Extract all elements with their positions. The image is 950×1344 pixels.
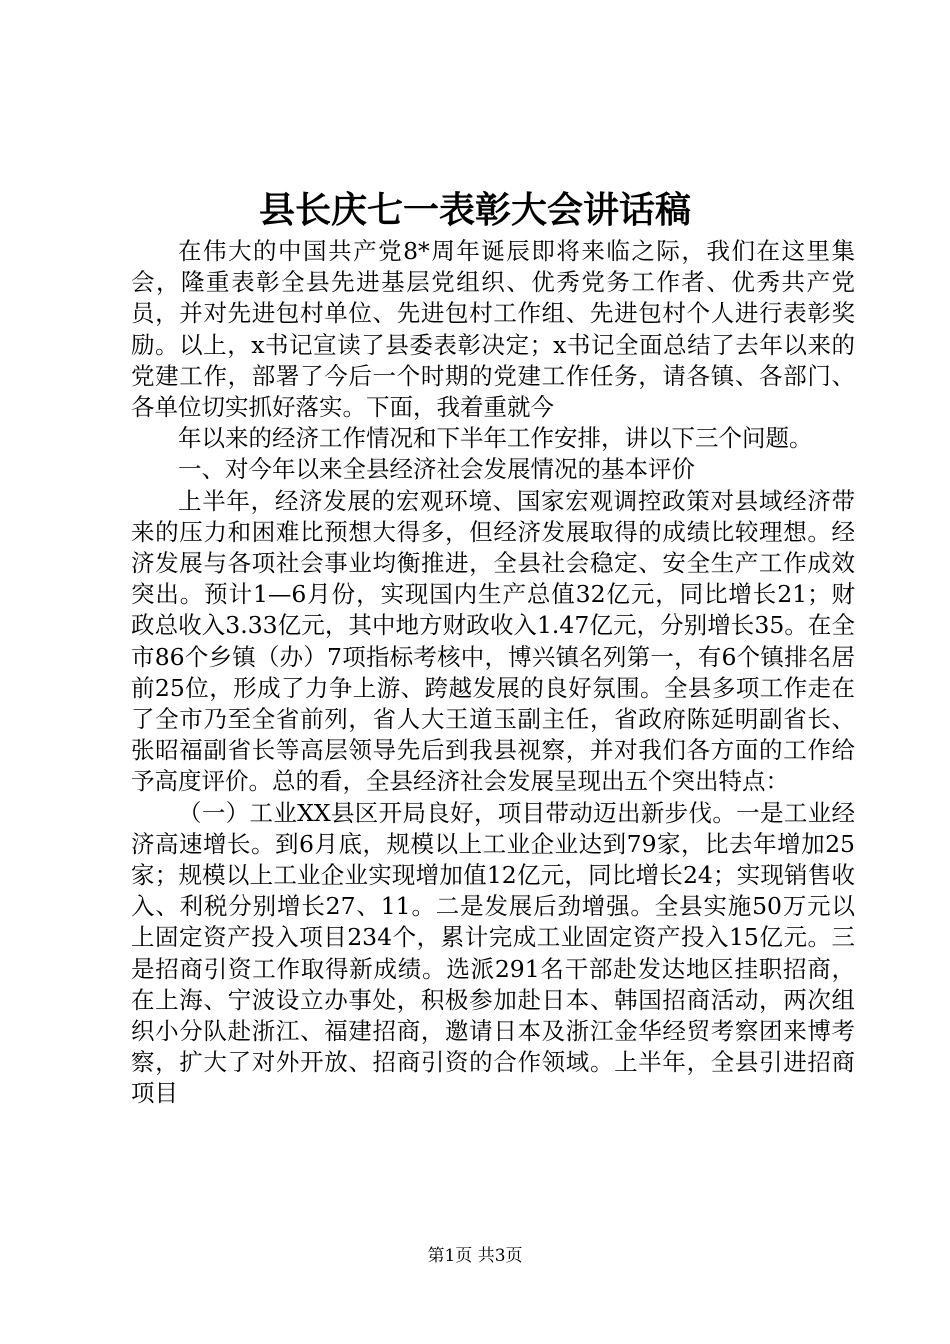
paragraph-intro: 在伟大的中国共产党8*周年诞辰即将来临之际，我们在这里集会，隆重表彰全县先进基层党组织、优秀党务工作者、优秀共产党员，并对先进包村单位、先进包村工作组、先进包村个人进行表彰奖励。以上，x书记宣读了县委表彰决定；x书记全面总结了去年以来的党建工作，部署了今后一个时期的党建工作任务，请各镇、各部门、各单位切实抓好落实。下面，我着重就今 bbox=[131, 237, 855, 422]
section-heading-1: 一、对今年以来全县经济社会发展情况的基本评价 bbox=[178, 455, 695, 484]
page-number-footer: 第1页 共3页 bbox=[427, 1246, 523, 1266]
document-body bbox=[131, 236, 855, 1110]
paragraph-half-year-review: 上半年，经济发展的宏观环境、国家宏观调控政策对县域经济带来的压力和困难比预想大得多，但经济发展取得的成绩比较理想。经济发展与各项社会事业均衡推进，全县社会稳定、安全生产工作成效突出。预计1—6月份，实现国内生产总值32亿元，同比增长21；财政总收入3.33亿元，其中地方财政收入1.47亿元，分别增长35。在全市86个乡镇（办）7项指标考核中，博兴镇名列第一，有6个镇排名居前25位，形成了力争上游、跨越发展的良好氛围。全县多项工作走在了全市乃至全省前列，省人大王道玉副主任，省政府陈延明副省长、张昭福副省长等高层领导先后到我县视察，并对我们各方面的工作给予高度评价。总的看，全县经济社会发展呈现出五个突出特点： bbox=[131, 486, 855, 796]
paragraph-industry: （一）工业XX县区开局良好，项目带动迈出新步伐。一是工业经济高速增长。到6月底，规模以上工业企业达到79家，比去年增加25家；规模以上工业企业实现增加值12亿元，同比增长24；实现销售收入、利税分别增长27、11。二是发展后劲增强。全县实施50万元以上固定资产投入项目234个，累计完成工业固定资产投入15亿元。三是招商引资工作取得新成绩。选派291名干部赴发达地区挂职招商，在上海、宁波设立办事处，积极参加赴日本、韩国招商活动，两次组织小分队赴浙江、福建招商，邀请日本及浙江金华经贸考察团来博考察，扩大了对外开放、招商引资的合作领域。上半年，全县引进招商项目 bbox=[131, 798, 855, 1108]
paragraph-intro-continued: 年以来的经济工作情况和下半年工作安排，讲以下三个问题。 bbox=[178, 424, 813, 453]
document-title: 县长庆七一表彰大会讲话稿 bbox=[258, 189, 691, 231]
